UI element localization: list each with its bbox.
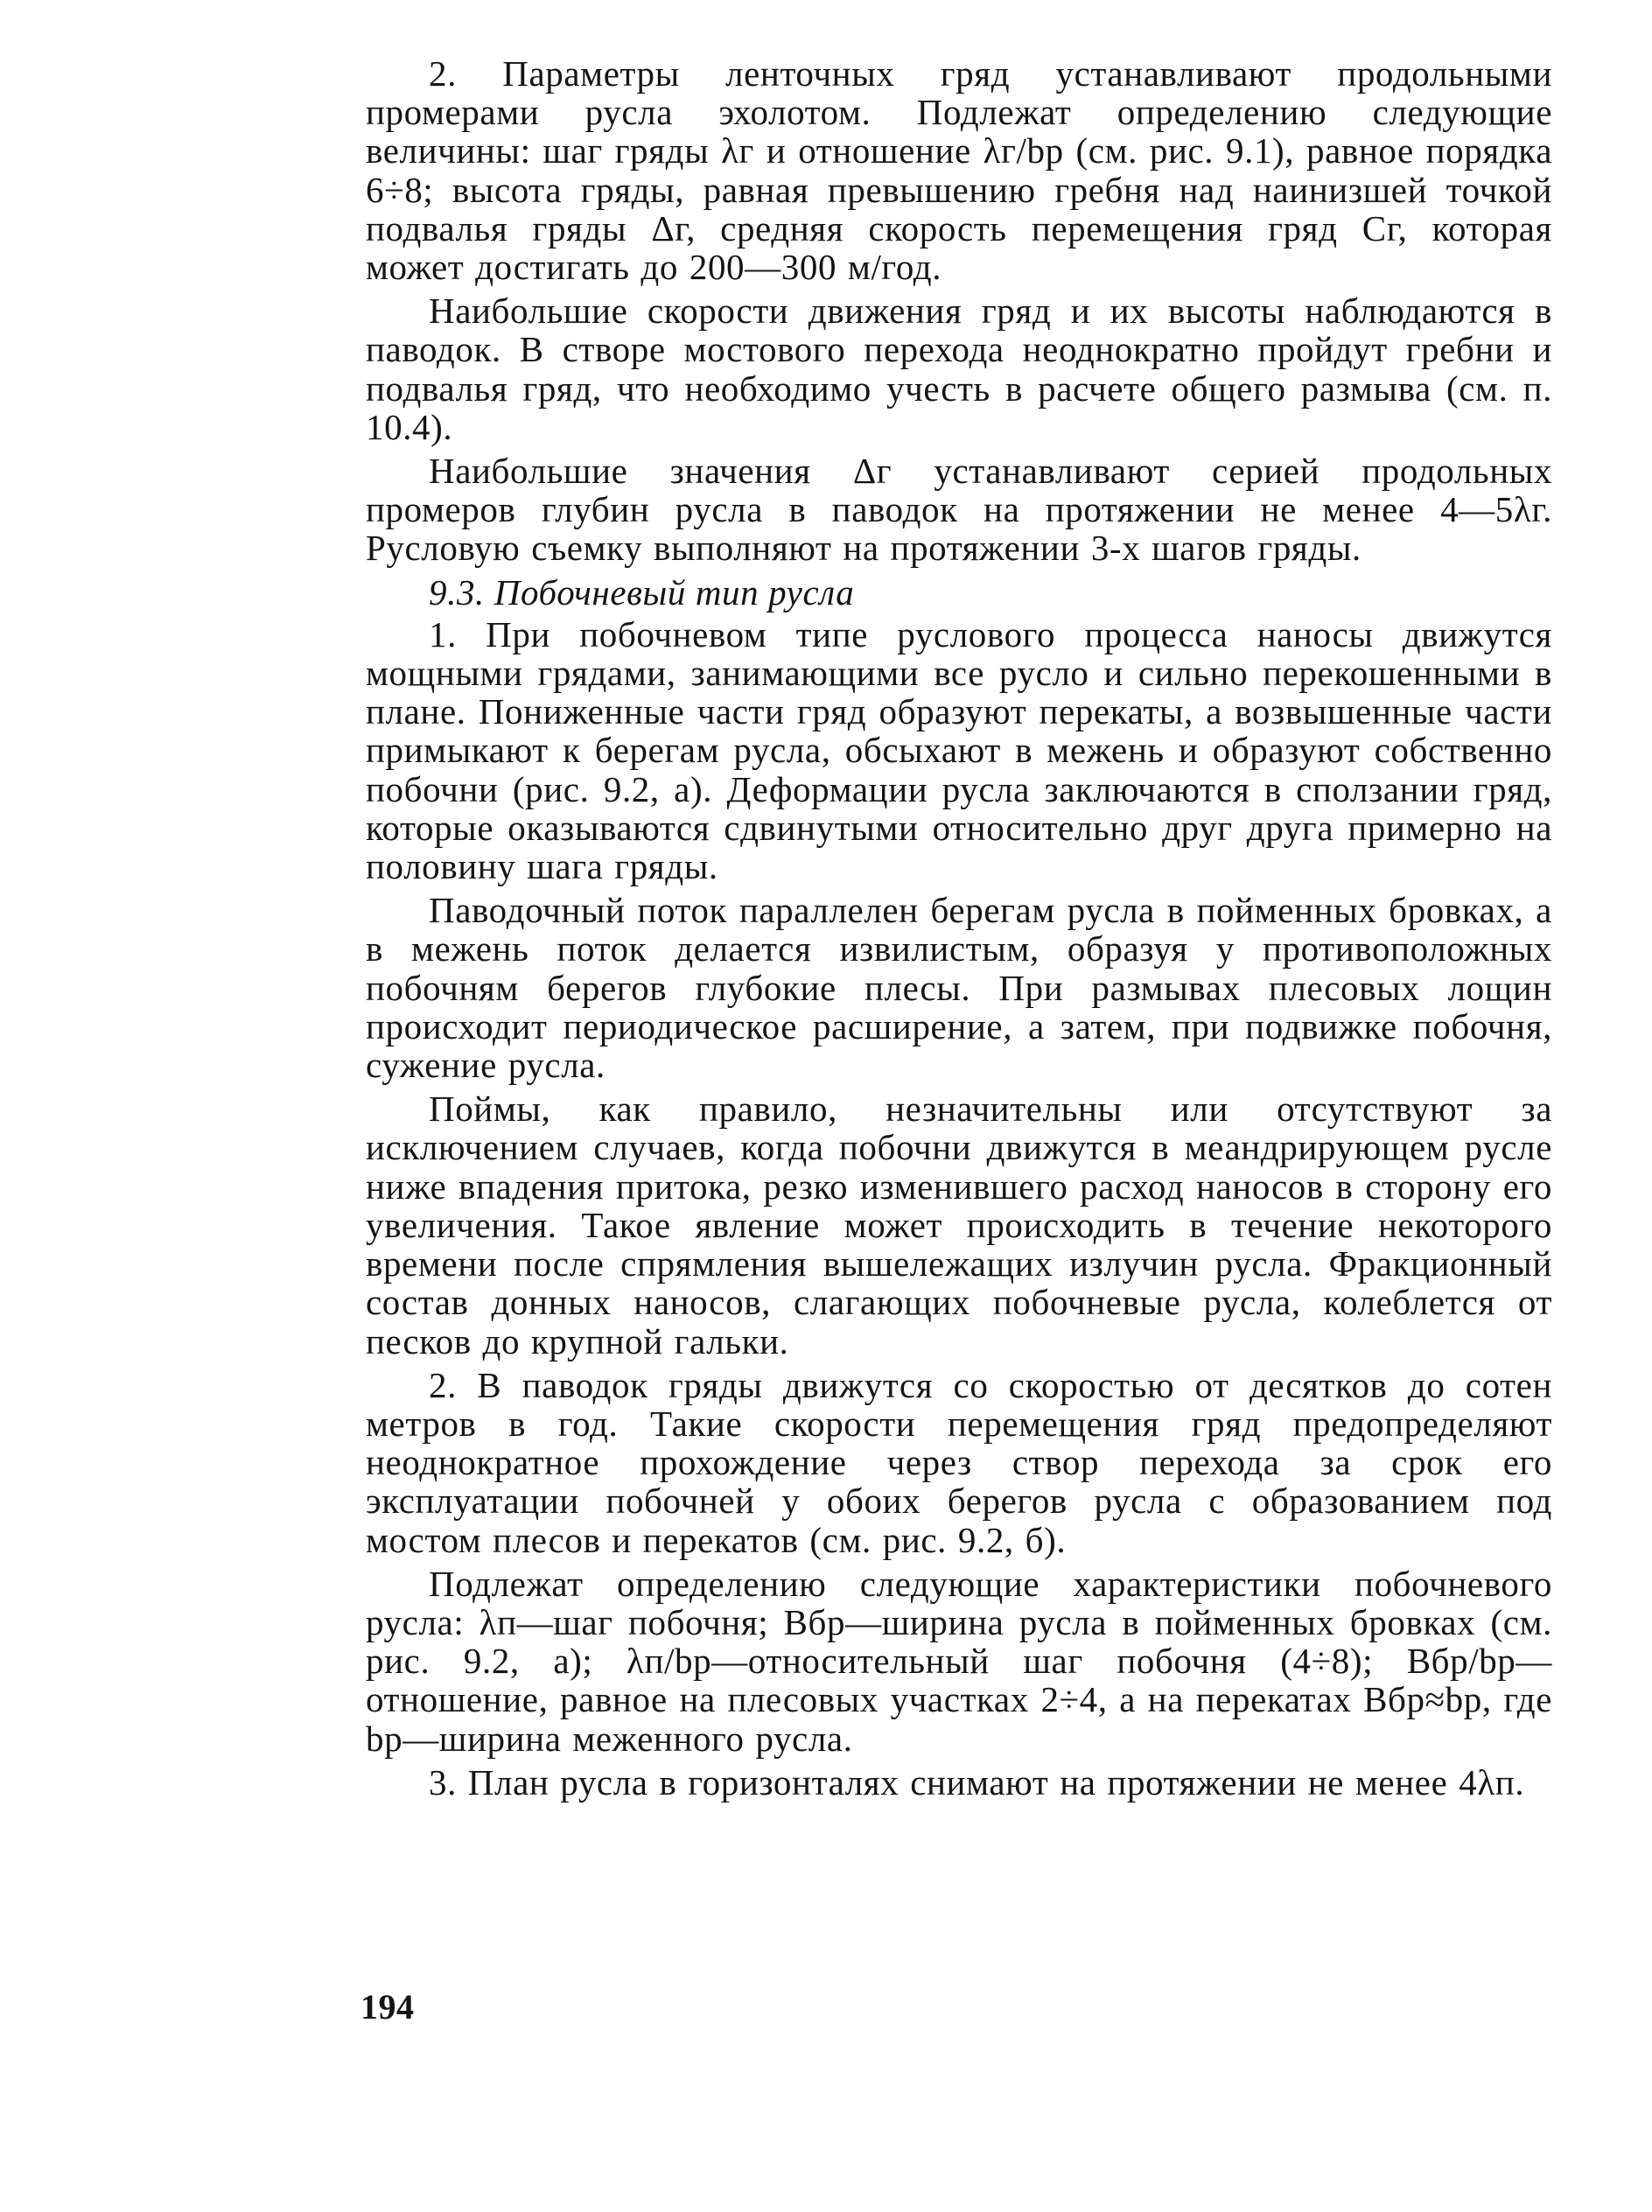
page-number: 194 — [360, 1987, 415, 2026]
paragraph-ridge-heights-survey: Наибольшие значения Δг устанавливают серией продольных промеров глубин русла в паводок на протяжении не менее 4—5λг. Русловую съемку выполняют на протяжении 3-х шагов гряды. — [366, 451, 1552, 569]
paragraph-side-bar-type: 1. При побочневом типе руслового процесса наносы движутся мощными грядами, занимающими все русло и сильно перекошенными в плане. Пониженные части гряд образуют перекаты, а возвышенные части примыкают к берегам русла, обсыхают в межень и образуют собственно побочни (рис. 9.2, а). Деформации русла заключаются в сползании гряд, которые оказываются сдвинутыми относительно друг друга примерно на половину шага гряды. — [366, 613, 1552, 887]
paragraph-ridge-speeds: Наибольшие скорости движения гряд и их высоты наблюдаются в паводок. В створе мостового перехода неоднократно пройдут гребни и подвалья гряд, что необходимо учесть в расчете общего размыва (см. п. 10.4). — [366, 290, 1552, 447]
paragraph-floodplains: Поймы, как правило, незначительны или отсутствуют за исключением случаев, когда побочни движутся в меандрирующем русле ниже впадения притока, резко изменившего расход наносов в сторону его увеличения. Такое явление может происходить в течение некоторого времени после спрямления вышележащих излучин русла. Фракционный состав донных наносов, слагающих побочневые русла, колеблется от песков до крупной гальки. — [366, 1088, 1552, 1362]
paragraph-plan-survey: 3. План русла в горизонталях снимают на протяжении не менее 4λп. — [429, 1761, 1525, 1802]
section-heading: 9.3. Побочневый тип русла — [429, 571, 855, 612]
paragraph-ribbon-ridges-parameters: 2. Параметры ленточных гряд устанавливают продольными промерами русла эхолотом. Подлежат определению следующие величины: шаг гряды λг и отношение λг/bр (см. рис. 9.1), равное порядка 6÷8; высота гряды, равная превышению гребня над наинизшей точкой подвалья гряды Δг, средняя скорость перемещения гряд Cг, которая может достигать до 200—300 м/год. — [366, 53, 1552, 288]
paragraph-flood-ridges: 2. В паводок гряды движутся со скоростью от десятков до сотен метров в год. Такие скорости перемещения гряд предопределяют неоднократное прохождение через створ перехода за срок его эксплуатации побочней у обоих берегов русла с образованием под мостом плесов и перекатов (см. рис. 9.2, б). — [366, 1364, 1552, 1560]
paragraph-characteristics: Подлежат определению следующие характеристики побочневого русла: λп—шаг побочня; Bбр—ширина русла в пойменных бровках (см. рис. 9.2, а); λп/bр—относительный шаг побочня (4÷8); Bбр/bр—отношение, равное на плесовых участках 2÷4, а на перекатах Bбр≈bр, где bр—ширина меженного русла. — [366, 1563, 1552, 1759]
page-text — [366, 54, 1552, 1807]
paragraph-flood-flow: Паводочный поток параллелен берегам русла в пойменных бровках, а в межень поток делается извилистым, образуя у противоположных побочням берегов глубокие плесы. При размывах плесовых лощин происходит периодическое расширение, а затем, при подвижке побочня, сужение русла. — [366, 890, 1552, 1086]
